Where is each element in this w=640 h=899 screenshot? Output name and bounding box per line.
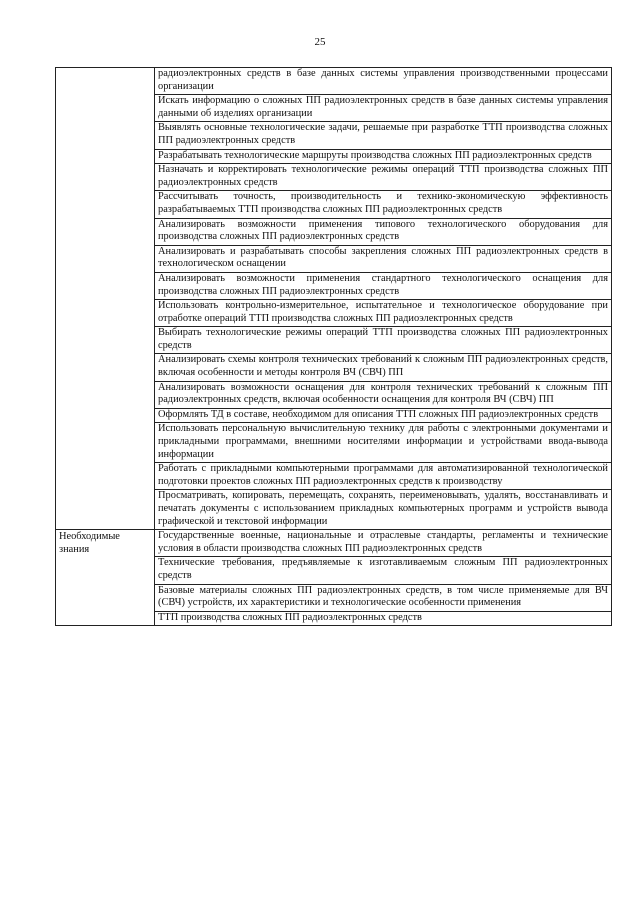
knowledge-item: ТТП производства сложных ПП радиоэлектронных средств [155,611,612,626]
skill-item: Разрабатывать технологические маршруты производства сложных ПП радиоэлектронных средств [155,149,612,164]
skill-item: Назначать и корректировать технологические режимы операций ТТП производства сложных ПП радиоэлектронных средств [155,164,612,191]
competency-table [55,67,612,626]
skill-item: Анализировать возможности оснащения для контроля технических требований к сложным ПП радиоэлектронных средств, включая особенности оснащения для контроля ВЧ (СВЧ) ПП [155,381,612,408]
skill-item: Работать с прикладными компьютерными программами для автоматизированной технологической подготовки проектов сложных ПП радиоэлектронных средств к производству [155,463,612,490]
table-row [56,68,612,95]
knowledge-item: Технические требования, предъявляемые к изготавливаемым сложным ПП радиоэлектронных средств [155,557,612,584]
skill-item: Искать информацию о сложных ПП радиоэлектронных средств в базе данных системы управления данными об изделиях организации [155,95,612,122]
skill-item: Анализировать возможности применения стандартного технологического оснащения для производства сложных ПП радиоэлектронных средств [155,272,612,299]
page-number: 25 [314,36,326,48]
skill-item: радиоэлектронных средств в базе данных системы управления производственными процессами организации [155,68,612,95]
skill-item: Анализировать схемы контроля технических требований к сложным ПП радиоэлектронных средств, включая особенности и методы контроля ВЧ (СВЧ) ПП [155,354,612,381]
skills-label-cell [56,68,155,530]
knowledge-label: Необходимые знания [59,531,120,555]
knowledge-item: Государственные военные, национальные и отраслевые стандарты, регламенты и технические условия в области производства сложных ПП радиоэлектронных средств [155,530,612,557]
knowledge-label-cell [56,530,155,626]
skill-item: Анализировать возможности применения типового технологического оборудования для производства сложных ПП радиоэлектронных средств [155,218,612,245]
skill-item: Выбирать технологические режимы операций ТТП производства сложных ПП радиоэлектронных средств [155,327,612,354]
skill-item: Выявлять основные технологические задачи, решаемые при разработке ТТП производства сложных ПП радиоэлектронных средств [155,122,612,149]
table-row [56,530,612,557]
skill-item: Использовать персональную вычислительную технику для работы с электронными документами и прикладными программами, внешними носителями информации и устройствами ввода-вывода информации [155,423,612,463]
skill-item: Просматривать, копировать, перемещать, сохранять, переименовывать, удалять, восстанавливать и печатать документы с использованием прикладных компьютерных программ и устройств вывода графической и текстовой информации [155,490,612,530]
knowledge-item: Базовые материалы сложных ПП радиоэлектронных средств, в том числе применяемые для ВЧ (СВЧ) устройств, их характеристики и технологические особенности применения [155,584,612,611]
skill-item: Анализировать и разрабатывать способы закрепления сложных ПП радиоэлектронных средств в технологическом оснащении [155,245,612,272]
skill-item: Рассчитывать точность, производительность и технико-экономическую эффективность разрабатываемых ТТП производства сложных ПП радиоэлектронных средств [155,191,612,218]
skill-item: Использовать контрольно-измерительное, испытательное и технологическое оборудование при отработке операций ТТП производства сложных ПП радиоэлектронных средств [155,300,612,327]
skill-item: Оформлять ТД в составе, необходимом для описания ТТП сложных ПП радиоэлектронных средств [155,408,612,423]
